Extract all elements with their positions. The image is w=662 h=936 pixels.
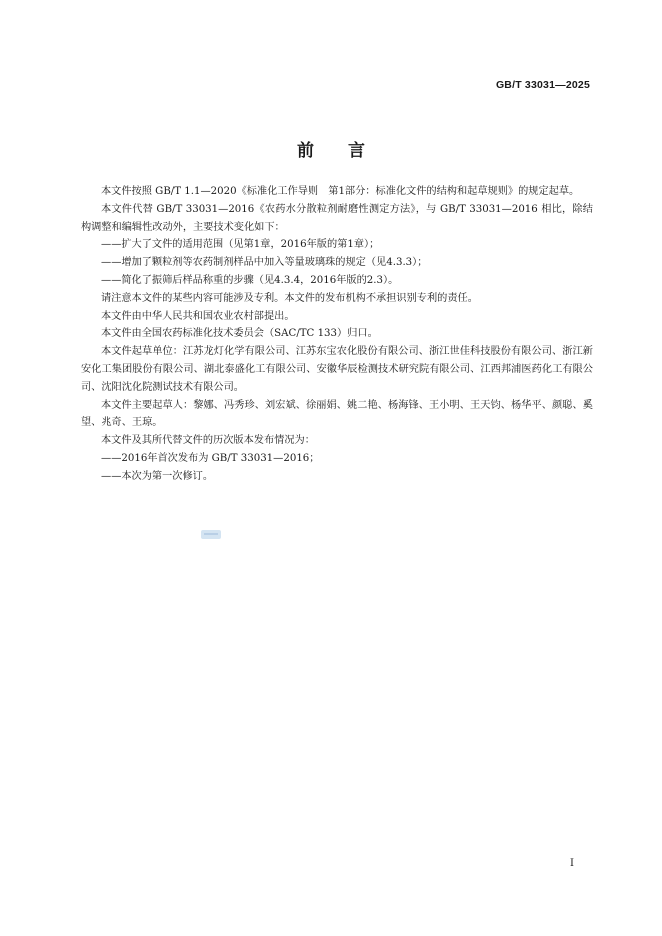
change-item: ——扩大了文件的适用范围（见第1章，2016年版的第1章）；	[101, 239, 380, 251]
paragraph-drafters: 本文件主要起草人：黎娜、冯秀珍、刘宏斌、徐丽娟、姚二艳、杨海锋、王小明、王天钧、杨华平、颜聪、奚望、兆奇、王琼。	[81, 399, 593, 429]
paragraph-drafting-rules: 本文件按照 GB/T 1.1—2020《标准化工作导则 第1部分：标准化文件的结构和起草规则》的规定起草。	[101, 186, 580, 197]
change-item: ——简化了振筛后样品称重的步骤（见4.3.4，2016年版的2.3）。	[101, 274, 399, 286]
page-title: 前 言	[297, 141, 365, 161]
paragraph-drafting-units: 本文件起草单位：江苏龙灯化学有限公司、江苏东宝农化股份有限公司、浙江世佳科技股份有限公司、浙江新安化工集团股份有限公司、湖北泰盛化工有限公司、安徽华辰检测技术研究院有限公司、江西邦浦医药化工有限公司、沈阳沈化院测试技术有限公司。	[81, 346, 593, 393]
paragraph-administered-by: 本文件由全国农药标准化技术委员会（SAC/TC 133）归口。	[101, 328, 378, 340]
change-item: ——增加了颗粒剂等农药制剂样品中加入等量玻璃珠的规定（见4.3.3）；	[101, 257, 428, 269]
history-item: ——本次为第一次修订。	[101, 470, 214, 482]
paragraph-proposed-by: 本文件由中华人民共和国农业农村部提出。	[101, 310, 295, 322]
paragraph-replaces: 本文件代替 GB/T 33031—2016《农药水分散粒剂耐磨性测定方法》，与 GB/T 33031—2016 相比，除结构调整和编辑性改动外，主要技术变化如下：	[81, 203, 593, 233]
foreword-body	[81, 183, 593, 486]
page-number: I	[570, 858, 574, 869]
history-item: ——2016年首次发布为 GB/T 33031—2016；	[101, 452, 320, 464]
standard-code: GB/T 33031—2025	[495, 79, 590, 91]
watermark-stamp-icon	[201, 530, 221, 539]
paragraph-history-intro: 本文件及其所代替文件的历次版本发布情况为：	[101, 435, 315, 447]
paragraph-patent-notice: 请注意本文件的某些内容可能涉及专利。本文件的发布机构不承担识别专利的责任。	[101, 292, 478, 304]
